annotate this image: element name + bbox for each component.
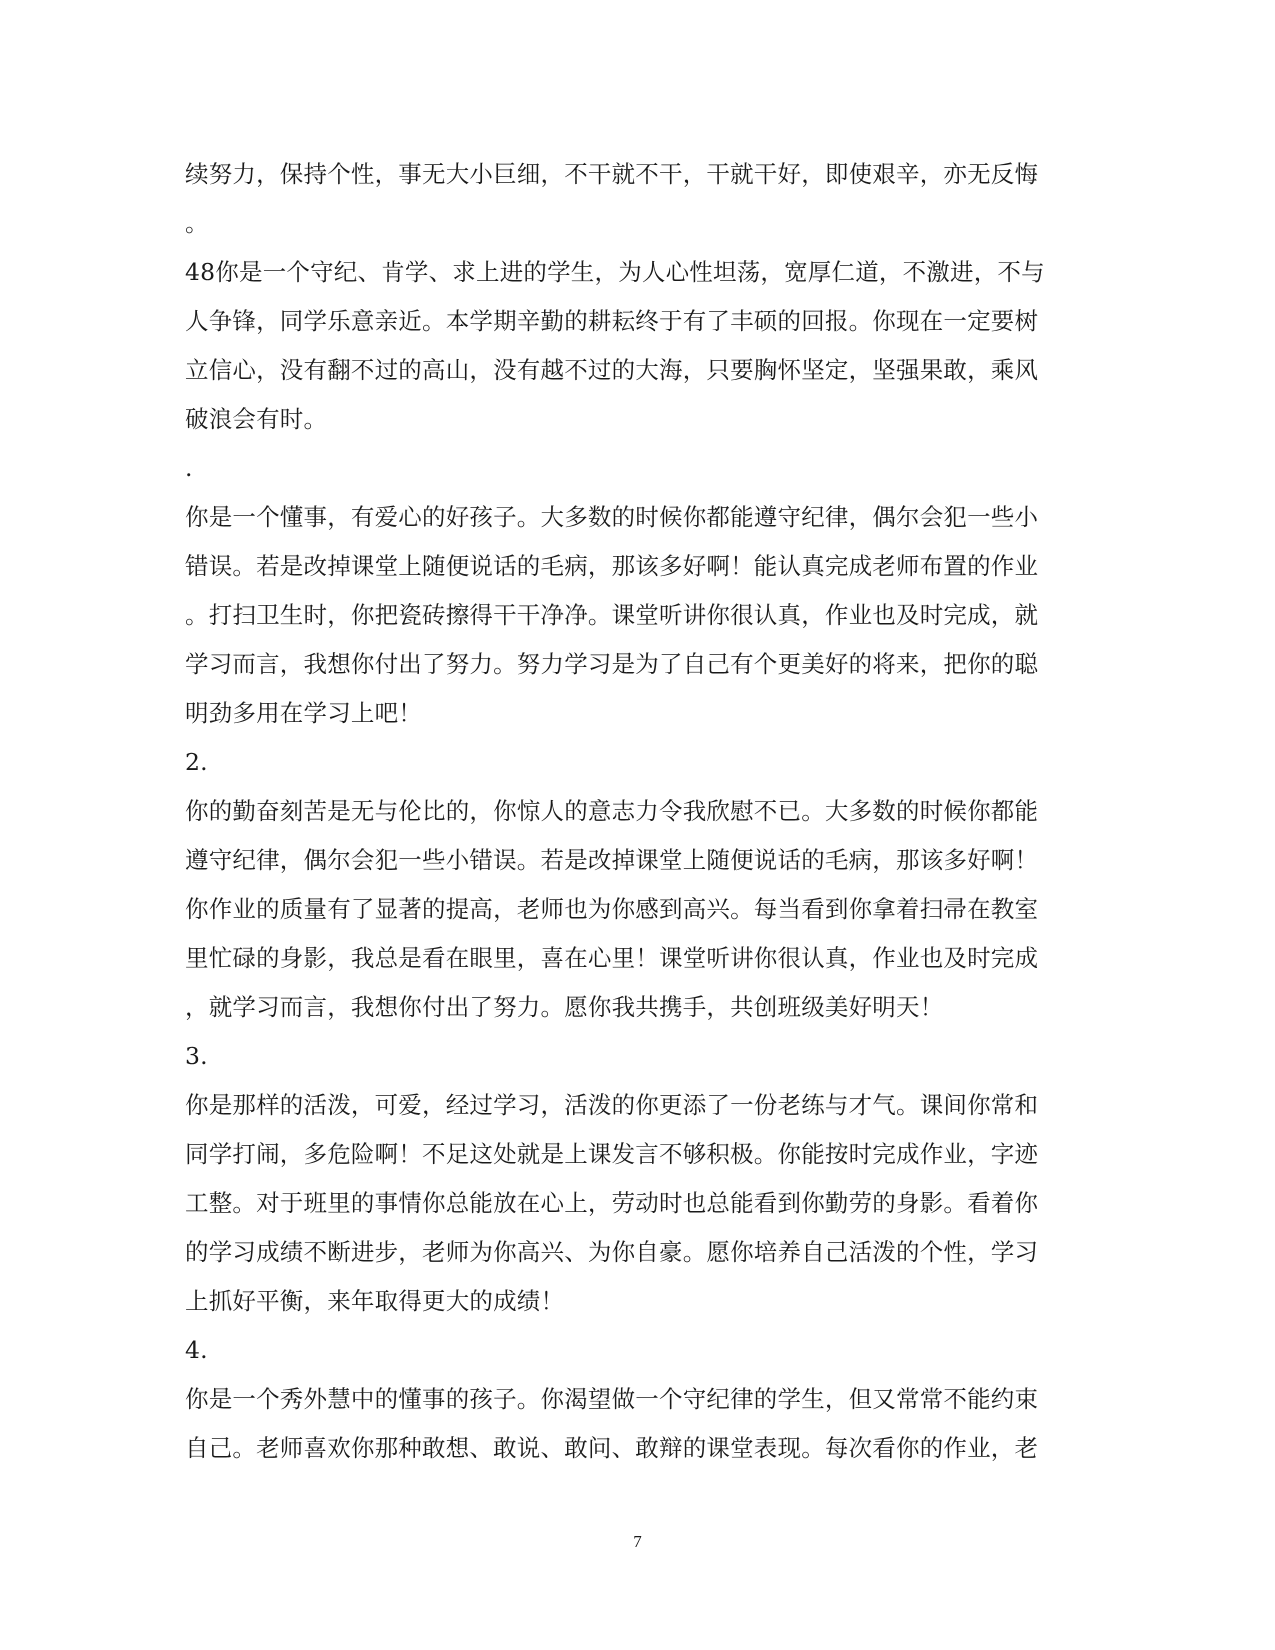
- text-line: 错误。若是改掉课堂上随便说话的毛病，那该多好啊！能认真完成老师布置的作业: [185, 552, 1039, 580]
- document-body: [185, 150, 1090, 1473]
- text-line: 遵守纪律，偶尔会犯一些小错误。若是改掉课堂上随便说话的毛病，那该多好啊！: [185, 846, 1039, 874]
- text-line: 。: [185, 209, 209, 237]
- text-line: 你的勤奋刻苦是无与伦比的，你惊人的意志力令我欣慰不已。大多数的时候你都能: [185, 797, 1039, 825]
- text-line: 48你是一个守纪、肯学、求上进的学生，为人心性坦荡，宽厚仁道，不激进，不与: [185, 258, 1045, 286]
- text-line: 学习而言，我想你付出了努力。努力学习是为了自己有个更美好的将来，把你的聪: [185, 650, 1039, 678]
- text-line: 自己。老师喜欢你那种敢想、敢说、敢问、敢辩的课堂表现。每次看你的作业，老: [185, 1434, 1039, 1462]
- text-line: 的学习成绩不断进步，老师为你高兴、为你自豪。愿你培养自己活泼的个性，学习: [185, 1238, 1039, 1266]
- text-line: 明劲多用在学习上吧！: [185, 699, 422, 727]
- text-line: 你是那样的活泼，可爱，经过学习，活泼的你更添了一份老练与才气。课间你常和: [185, 1091, 1039, 1119]
- text-line: 上抓好平衡，来年取得更大的成绩！: [185, 1287, 565, 1315]
- text-line: 。打扫卫生时，你把瓷砖擦得干干净净。课堂听讲你很认真，作业也及时完成，就: [185, 601, 1039, 629]
- section-number: 2.: [185, 748, 208, 776]
- page-number: 7: [633, 1532, 642, 1551]
- section-number: 4.: [185, 1336, 208, 1364]
- text-line: .: [185, 454, 193, 482]
- text-line: 人争锋，同学乐意亲近。本学期辛勤的耕耘终于有了丰硕的回报。你现在一定要树: [185, 307, 1039, 335]
- text-line: 里忙碌的身影，我总是看在眼里，喜在心里！课堂听讲你很认真，作业也及时完成: [185, 944, 1039, 972]
- text-line: 你作业的质量有了显著的提高，老师也为你感到高兴。每当看到你拿着扫帚在教室: [185, 895, 1039, 923]
- section-number: 3.: [185, 1042, 208, 1070]
- text-line: ，就学习而言，我想你付出了努力。愿你我共携手，共创班级美好明天！: [185, 993, 944, 1021]
- text-line: 立信心，没有翻不过的高山，没有越不过的大海，只要胸怀坚定，坚强果敢，乘风: [185, 356, 1039, 384]
- text-line: 你是一个秀外慧中的懂事的孩子。你渴望做一个守纪律的学生，但又常常不能约束: [185, 1385, 1039, 1413]
- text-line: 工整。对于班里的事情你总能放在心上，劳动时也总能看到你勤劳的身影。看着你: [185, 1189, 1039, 1217]
- text-line: 同学打闹，多危险啊！不足这处就是上课发言不够积极。你能按时完成作业，字迹: [185, 1140, 1039, 1168]
- text-line: 破浪会有时。: [185, 405, 328, 433]
- text-line: 续努力，保持个性，事无大小巨细，不干就不干，干就干好，即使艰辛，亦无反悔: [185, 160, 1039, 188]
- text-line: 你是一个懂事，有爱心的好孩子。大多数的时候你都能遵守纪律，偶尔会犯一些小: [185, 503, 1039, 531]
